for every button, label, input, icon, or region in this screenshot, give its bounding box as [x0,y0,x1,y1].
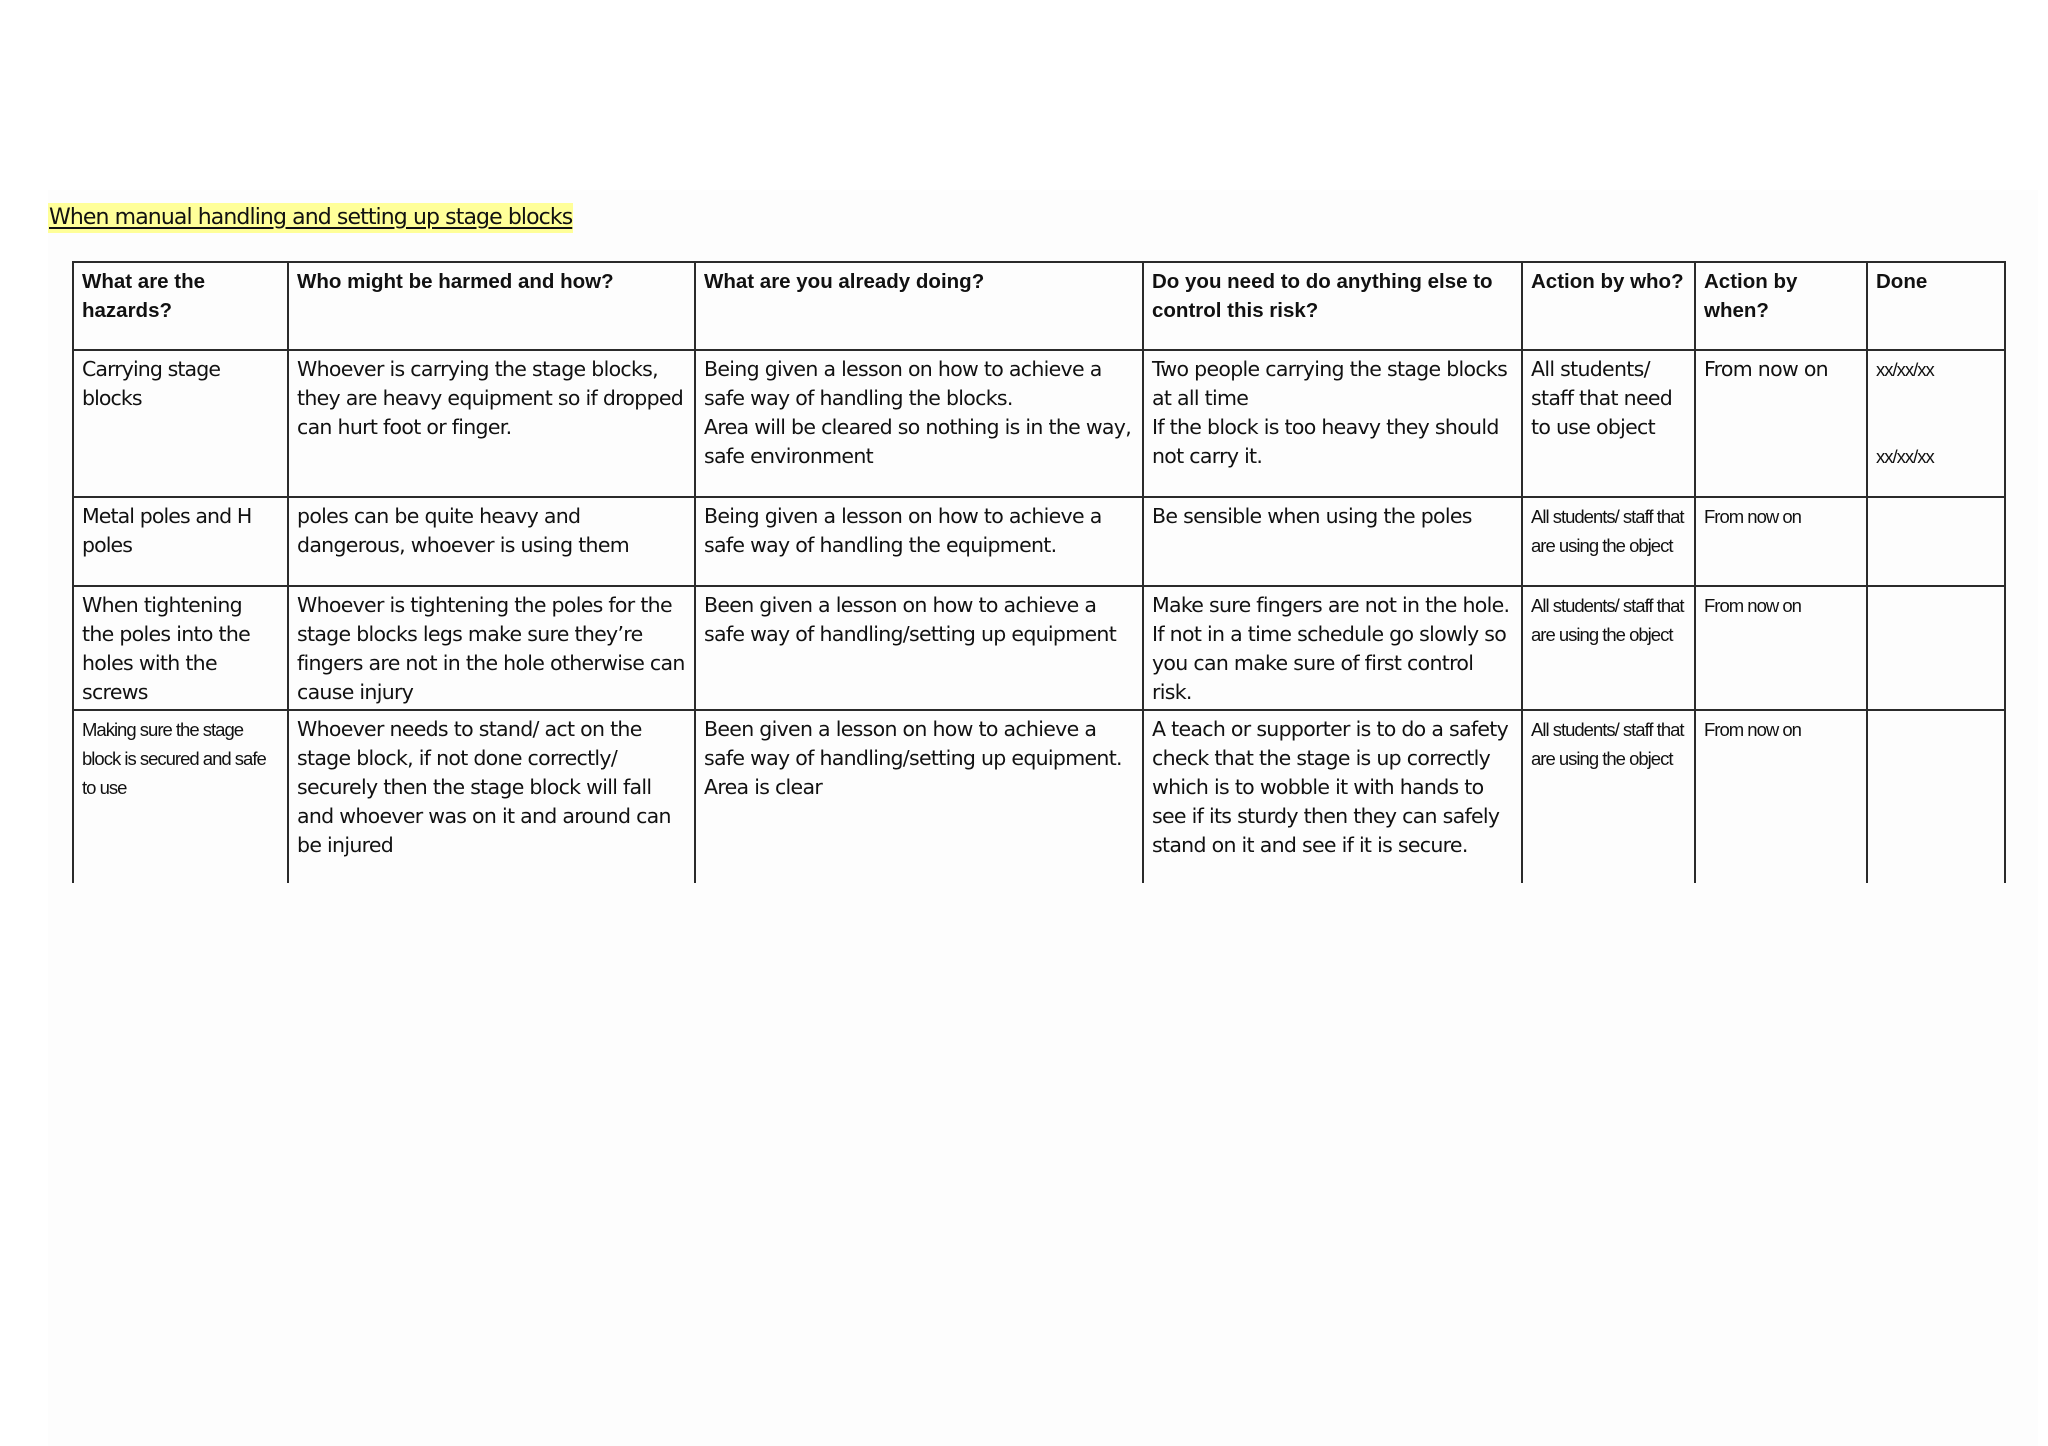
cell-done [1867,497,2005,586]
cell-action-by-when: From now on [1695,710,1867,883]
cell-done [1867,586,2005,710]
page-title: When manual handling and setting up stage blocks [48,203,573,233]
header-action-by-who: Action by who? [1522,262,1695,350]
cell-action-by-who: All students/ staff that are using the object [1522,710,1695,883]
cell-action-by-when: From now on [1695,497,1867,586]
header-action-by-when: Action by when? [1695,262,1867,350]
cell-already-doing: Been given a lesson on how to achieve a safe way of handling/setting up equipment [695,586,1143,710]
cell-already-doing: Being given a lesson on how to achieve a safe way of handling the equipment. [695,497,1143,586]
risk-assessment-table [72,261,2006,883]
cell-action-by-who: All students/ staff that are using the object [1522,586,1695,710]
cell-anything-else: Be sensible when using the poles [1143,497,1522,586]
cell-who-harmed: Whoever needs to stand/ act on the stage block, if not done correctly/ securely then the stage block will fall and whoever was on it and around can be injured [288,710,695,883]
cell-anything-else: A teach or supporter is to do a safety check that the stage is up correctly which is to wobble it with hands to see if its sturdy then they can safely stand on it and see if it is secure. [1143,710,1522,883]
cell-done [1867,710,2005,883]
header-hazards: What are the hazards? [73,262,288,350]
header-done: Done [1867,262,2005,350]
cell-who-harmed: poles can be quite heavy and dangerous, whoever is using them [288,497,695,586]
table-row [73,586,2005,710]
header-who-harmed: Who might be harmed and how? [288,262,695,350]
header-already-doing: What are you already doing? [695,262,1143,350]
table-header-row [73,262,2005,350]
cell-action-by-when: From now on [1695,350,1867,497]
cell-already-doing: Been given a lesson on how to achieve a safe way of handling/setting up equipment. Area is clear [695,710,1143,883]
cell-action-by-when: From now on [1695,586,1867,710]
cell-hazard: Metal poles and H poles [73,497,288,586]
cell-hazard: Making sure the stage block is secured and safe to use [73,710,288,883]
cell-anything-else: Make sure fingers are not in the hole. If not in a time schedule go slowly so you can make sure of first control risk. [1143,586,1522,710]
table-row [73,710,2005,883]
cell-done [1867,350,2005,497]
cell-action-by-who: All students/ staff that need to use object [1522,350,1695,497]
table-row [73,497,2005,586]
cell-who-harmed: Whoever is tightening the poles for the stage blocks legs make sure they’re fingers are not in the hole otherwise can cause injury [288,586,695,710]
cell-already-doing: Being given a lesson on how to achieve a safe way of handling the blocks. Area will be cleared so nothing is in the way, safe environment [695,350,1143,497]
header-anything-else: Do you need to do anything else to control this risk? [1143,262,1522,350]
cell-hazard: Carrying stage blocks [73,350,288,497]
cell-action-by-who: All students/ staff that are using the object [1522,497,1695,586]
cell-hazard: When tightening the poles into the holes with the screws [73,586,288,710]
done-date: xx/xx/xx [1876,359,1934,380]
cell-who-harmed: Whoever is carrying the stage blocks, they are heavy equipment so if dropped can hurt foot or finger. [288,350,695,497]
table-row [73,350,2005,497]
cell-anything-else: Two people carrying the stage blocks at all time If the block is too heavy they should not carry it. [1143,350,1522,497]
done-date: xx/xx/xx [1876,446,1934,467]
